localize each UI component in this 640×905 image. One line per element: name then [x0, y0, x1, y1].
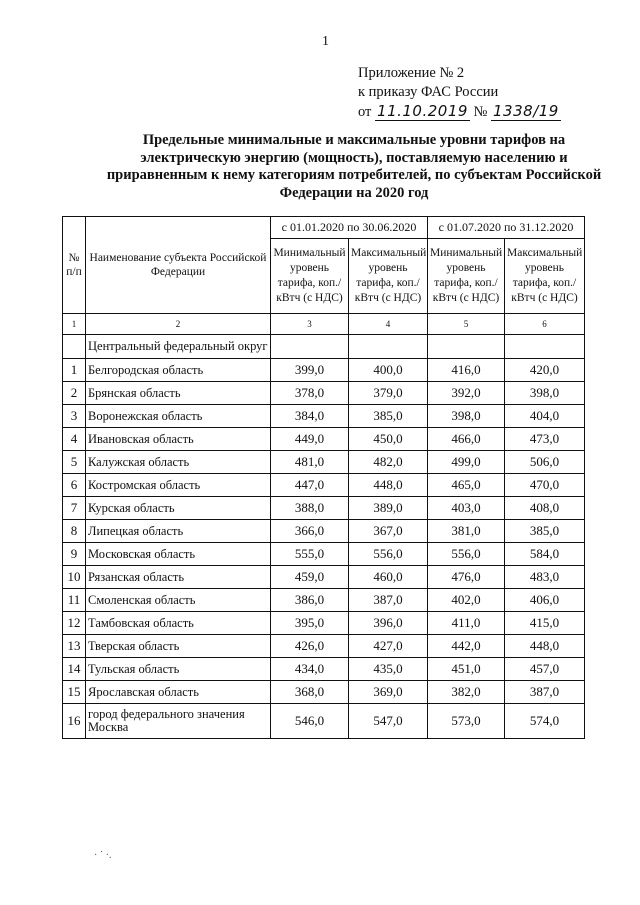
subject-name: Рязанская область: [86, 566, 271, 589]
row-number: 5: [63, 451, 86, 474]
min-tariff-h2: 556,0: [428, 543, 505, 566]
min-tariff-h2: 476,0: [428, 566, 505, 589]
max-tariff-h1: 396,0: [349, 612, 428, 635]
subject-name: Белгородская область: [86, 359, 271, 382]
table-row: [63, 681, 585, 704]
row-number: 7: [63, 497, 86, 520]
header-max-1: Максимальный уровень тарифа, коп./кВтч (с НДС): [349, 239, 428, 314]
max-tariff-h1: 369,0: [349, 681, 428, 704]
row-number: 10: [63, 566, 86, 589]
row-number: 4: [63, 428, 86, 451]
order-number: 1338/19: [493, 102, 559, 120]
max-tariff-h2: 408,0: [505, 497, 585, 520]
max-tariff-h2: 457,0: [505, 658, 585, 681]
table-row: [63, 566, 585, 589]
max-tariff-h2: 584,0: [505, 543, 585, 566]
header-row-periods: [63, 217, 585, 239]
min-tariff-h2: 382,0: [428, 681, 505, 704]
table-body: [63, 359, 585, 739]
district-name: Центральный федеральный округ: [86, 335, 271, 359]
row-number: 11: [63, 589, 86, 612]
min-tariff-h1: 395,0: [271, 612, 349, 635]
row-number: 6: [63, 474, 86, 497]
max-tariff-h2: 420,0: [505, 359, 585, 382]
subject-name: город федерального значения Москва: [86, 704, 271, 739]
max-tariff-h1: 482,0: [349, 451, 428, 474]
header-subject-name: Наименование субъекта Российской Федерации: [86, 217, 271, 314]
table-row: [63, 359, 585, 382]
subject-name: Брянская область: [86, 382, 271, 405]
min-tariff-h2: 416,0: [428, 359, 505, 382]
tariff-table: [62, 216, 585, 739]
max-tariff-h1: 450,0: [349, 428, 428, 451]
min-tariff-h1: 459,0: [271, 566, 349, 589]
min-tariff-h1: 555,0: [271, 543, 349, 566]
subject-name: Тульская область: [86, 658, 271, 681]
max-tariff-h2: 470,0: [505, 474, 585, 497]
row-number: 14: [63, 658, 86, 681]
appendix-block: [358, 64, 561, 122]
max-tariff-h1: 435,0: [349, 658, 428, 681]
subject-name: Воронежская область: [86, 405, 271, 428]
min-tariff-h2: 402,0: [428, 589, 505, 612]
column-number: 5: [428, 314, 505, 335]
min-tariff-h1: 546,0: [271, 704, 349, 739]
min-tariff-h1: 366,0: [271, 520, 349, 543]
order-date: 11.10.2019: [377, 102, 468, 120]
header-min-2: Минимальный уровень тарифа, коп./кВтч (с НДС): [428, 239, 505, 314]
min-tariff-h2: 403,0: [428, 497, 505, 520]
appendix-order-ref: к приказу ФАС России: [358, 84, 499, 100]
min-tariff-h1: 368,0: [271, 681, 349, 704]
table-row: [63, 451, 585, 474]
max-tariff-h1: 460,0: [349, 566, 428, 589]
table-row: [63, 474, 585, 497]
min-tariff-h2: 573,0: [428, 704, 505, 739]
min-tariff-h2: 466,0: [428, 428, 505, 451]
header-max-2: Максимальный уровень тарифа, коп./кВтч (с НДС): [505, 239, 585, 314]
appendix-date-line: [358, 102, 561, 122]
min-tariff-h1: 434,0: [271, 658, 349, 681]
table-row: [63, 520, 585, 543]
max-tariff-h1: 547,0: [349, 704, 428, 739]
max-tariff-h2: 387,0: [505, 681, 585, 704]
row-number: 2: [63, 382, 86, 405]
table-row: [63, 635, 585, 658]
header-number: № п/п: [63, 217, 86, 314]
min-tariff-h1: 449,0: [271, 428, 349, 451]
min-tariff-h2: 411,0: [428, 612, 505, 635]
max-tariff-h1: 387,0: [349, 589, 428, 612]
subject-name: Тверская область: [86, 635, 271, 658]
subject-name: Костромская область: [86, 474, 271, 497]
min-tariff-h1: 386,0: [271, 589, 349, 612]
min-tariff-h1: 481,0: [271, 451, 349, 474]
row-number: 9: [63, 543, 86, 566]
scan-specks: · ˙ ·.: [94, 850, 112, 861]
table-row: [63, 658, 585, 681]
min-tariff-h2: 442,0: [428, 635, 505, 658]
min-tariff-h1: 378,0: [271, 382, 349, 405]
page-number: 1: [322, 34, 329, 49]
subject-name: Московская область: [86, 543, 271, 566]
table-row: [63, 382, 585, 405]
max-tariff-h1: 385,0: [349, 405, 428, 428]
table-row: [63, 612, 585, 635]
max-tariff-h1: 400,0: [349, 359, 428, 382]
subject-name: Смоленская область: [86, 589, 271, 612]
number-label: №: [473, 104, 488, 120]
max-tariff-h1: 448,0: [349, 474, 428, 497]
column-number: 6: [505, 314, 585, 335]
min-tariff-h2: 499,0: [428, 451, 505, 474]
column-number: 3: [271, 314, 349, 335]
max-tariff-h1: 379,0: [349, 382, 428, 405]
max-tariff-h2: 473,0: [505, 428, 585, 451]
min-tariff-h1: 384,0: [271, 405, 349, 428]
max-tariff-h2: 415,0: [505, 612, 585, 635]
table-row: [63, 405, 585, 428]
row-number: 1: [63, 359, 86, 382]
subject-name: Тамбовская область: [86, 612, 271, 635]
subject-name: Курская область: [86, 497, 271, 520]
table-row: [63, 543, 585, 566]
max-tariff-h2: 574,0: [505, 704, 585, 739]
min-tariff-h2: 465,0: [428, 474, 505, 497]
max-tariff-h2: 385,0: [505, 520, 585, 543]
min-tariff-h1: 426,0: [271, 635, 349, 658]
min-tariff-h2: 392,0: [428, 382, 505, 405]
document-title: Предельные минимальные и максимальные уровни тарифов на электрическую энергию (мощность), поставляемую населению и приравненным к нему категориям потребителей, по субъектам Российской Федерации на 2020 год: [106, 132, 602, 201]
row-number: 8: [63, 520, 86, 543]
row-number: 15: [63, 681, 86, 704]
subject-name: Ярославская область: [86, 681, 271, 704]
min-tariff-h1: 388,0: [271, 497, 349, 520]
row-number: 16: [63, 704, 86, 739]
column-number-row: [63, 314, 585, 335]
column-number: 4: [349, 314, 428, 335]
min-tariff-h1: 447,0: [271, 474, 349, 497]
max-tariff-h2: 483,0: [505, 566, 585, 589]
table-row: [63, 704, 585, 739]
from-label: от: [358, 104, 372, 120]
row-number: 12: [63, 612, 86, 635]
table-row: [63, 497, 585, 520]
subject-name: Ивановская область: [86, 428, 271, 451]
min-tariff-h2: 381,0: [428, 520, 505, 543]
subject-name: Калужская область: [86, 451, 271, 474]
max-tariff-h1: 427,0: [349, 635, 428, 658]
min-tariff-h2: 398,0: [428, 405, 505, 428]
min-tariff-h1: 399,0: [271, 359, 349, 382]
district-row: [63, 335, 585, 359]
min-tariff-h2: 451,0: [428, 658, 505, 681]
subject-name: Липецкая область: [86, 520, 271, 543]
row-number: 13: [63, 635, 86, 658]
header-min-1: Минимальный уровень тарифа, коп./кВтч (с НДС): [271, 239, 349, 314]
column-number: 2: [86, 314, 271, 335]
max-tariff-h1: 367,0: [349, 520, 428, 543]
header-period-1: с 01.01.2020 по 30.06.2020: [271, 217, 428, 239]
column-number: 1: [63, 314, 86, 335]
header-period-2: с 01.07.2020 по 31.12.2020: [428, 217, 585, 239]
max-tariff-h2: 404,0: [505, 405, 585, 428]
max-tariff-h1: 556,0: [349, 543, 428, 566]
table-row: [63, 428, 585, 451]
table-row: [63, 589, 585, 612]
appendix-title: Приложение № 2: [358, 65, 465, 81]
max-tariff-h2: 398,0: [505, 382, 585, 405]
max-tariff-h2: 406,0: [505, 589, 585, 612]
max-tariff-h1: 389,0: [349, 497, 428, 520]
row-number: 3: [63, 405, 86, 428]
max-tariff-h2: 506,0: [505, 451, 585, 474]
max-tariff-h2: 448,0: [505, 635, 585, 658]
